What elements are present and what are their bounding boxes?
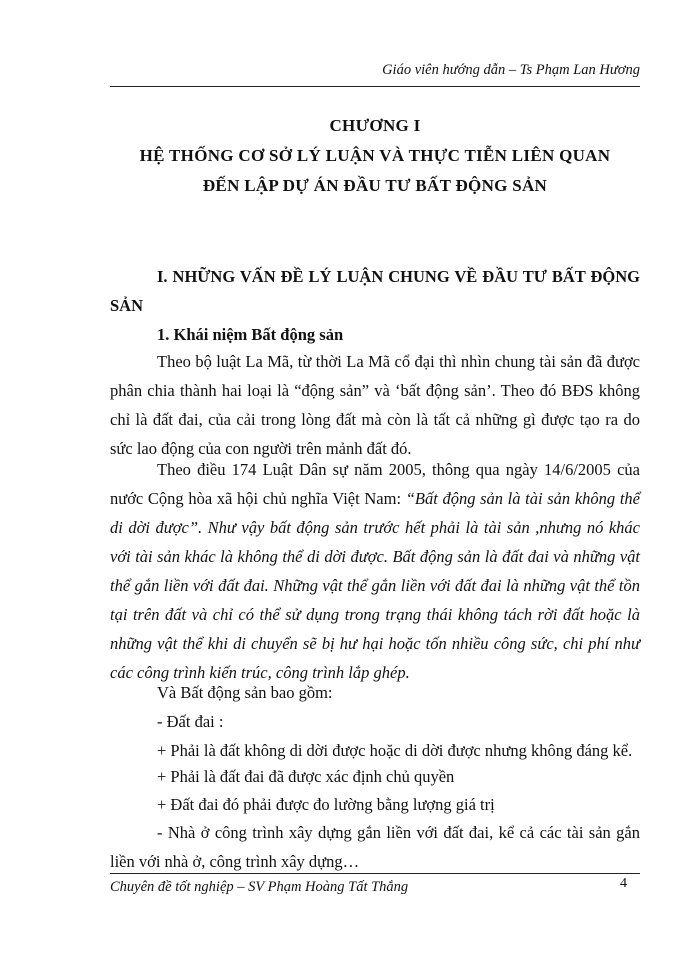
paragraph-civil-code-intro: Theo điều 174 Luật Dân sự năm 2005, thông qua ngày 14/6/2005 của nước Cộng hòa xã hội chủ nghĩa Việt Nam: xyxy=(110,460,640,508)
paragraph-roman-law: Theo bộ luật La Mã, từ thời La Mã cổ đại thì nhìn chung tài sản đã được phân chia thành hai loại là “động sản” và ‘bất động sản’. Theo đó BĐS không chỉ là đất đai, của cải trong lòng đất mà còn là tất cả những gì được tạo ra do sức lao động của con người trên mảnh đất đó. xyxy=(110,352,640,458)
header-divider xyxy=(110,86,640,87)
page-header: Giáo viên hướng dẫn – Ts Phạm Lan Hương xyxy=(382,62,640,78)
list-item-immovable: + Phải là đất không di dời được hoặc di dời được nhưng không đáng kể. xyxy=(157,741,633,760)
paragraph-civil-code xyxy=(110,455,640,687)
page-footer: Chuyên đề tốt nghiệp – SV Phạm Hoàng Tất Thắng xyxy=(110,879,409,895)
list-item-land: - Đất đai : xyxy=(157,712,224,731)
footer-divider xyxy=(110,873,640,874)
list-item-ownership: + Phải là đất đai đã được xác định chủ quyền xyxy=(157,767,455,786)
page-number: 4 xyxy=(620,876,627,891)
chapter-title-line-1: HỆ THỐNG CƠ SỞ LÝ LUẬN VÀ THỰC TIỄN LIÊN QUAN xyxy=(139,146,611,165)
list-intro: Và Bất động sản bao gồm: xyxy=(157,683,333,702)
subsection-heading: 1. Khái niệm Bất động sản xyxy=(157,325,344,344)
list-item-measured: + Đất đai đó phải được đo lường bằng lượng giá trị xyxy=(157,795,495,814)
list-item-buildings: - Nhà ở công trình xây dựng gắn liền với đất đai, kể cả các tài sản gắn liền với nhà ở, công trình xây dựng… xyxy=(110,823,640,871)
paragraph-civil-code-quote: “Bất động sản là tài sản không thể di dời được”. Như vậy bất động sản trước hết phải là tài sản ,nhưng nó khác với tài sản khác là không thể di dời được. Bất động sản là đất đai và những vật thể gắn liền với đất đai. Những vật thể gắn liền với đất đai là những vật thể tồn tại trên đất và chỉ có thể sử dụng trong trạng thái không tách rời đất hoặc là những vật thể khi di chuyển sẽ bị hư hại hoặc tốn nhiều công sức, chi phí như các công trình kiến trúc, công trình lắp ghép. xyxy=(110,489,640,682)
section-heading: I. NHỮNG VẤN ĐỀ LÝ LUẬN CHUNG VỀ ĐẦU TƯ BẤT ĐỘNG SẢN xyxy=(110,267,640,315)
chapter-title-line-2: ĐẾN LẬP DỰ ÁN ĐẦU TƯ BẤT ĐỘNG SẢN xyxy=(202,176,548,195)
chapter-number: CHƯƠNG I xyxy=(329,116,421,135)
